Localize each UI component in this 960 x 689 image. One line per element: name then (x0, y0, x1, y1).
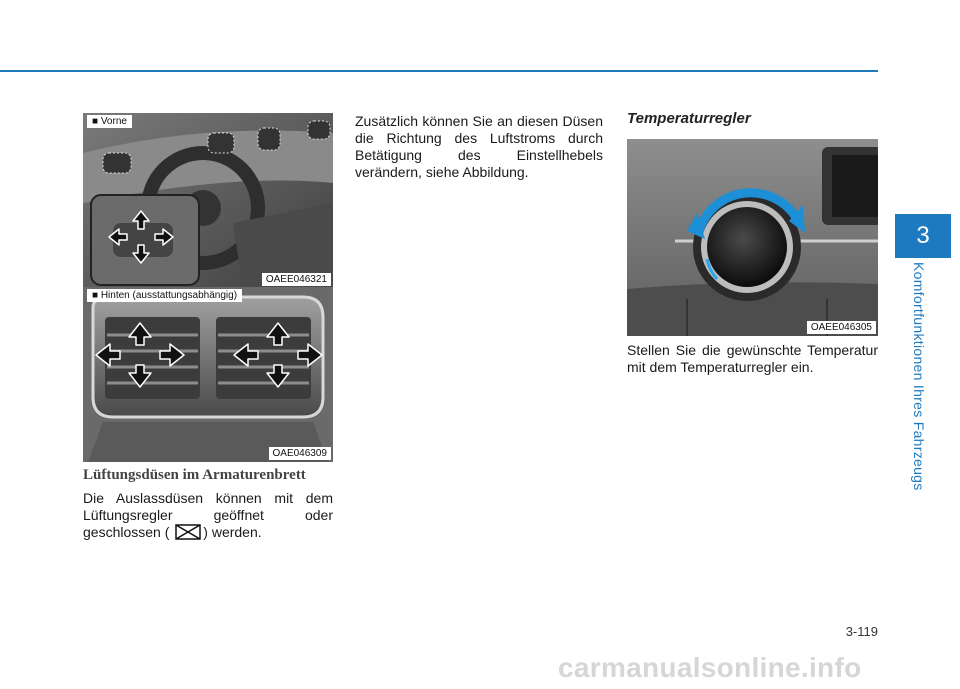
figure-temperature-knob (627, 139, 878, 336)
paragraph-vent-close-start: Die Auslassdüsen können mit dem Lüftungsregler geöffnet oder geschlossen ( (83, 490, 333, 540)
section-heading-dashboard-vents: Lüftungsdüsen im Armaturenbrett (83, 467, 306, 483)
paragraph-airflow-direction: Zusätzlich können Sie an diesen Düsen die Richtung des Luftstroms durch Betätigung des Einstellhebels verändern, siehe Abbildung. (355, 113, 603, 180)
figure-code-front: OAEE046321 (262, 273, 331, 286)
figure-code-temp: OAEE046305 (807, 321, 876, 334)
temperature-knob-illustration (627, 139, 878, 336)
figure-label-rear: ■ Hinten (ausstattungsabhängig) (87, 289, 242, 302)
vent-closed-icon (175, 524, 201, 540)
chapter-title: Komfortfunktionen Ihres Fahrzeugs (911, 262, 927, 491)
rear-vents-illustration (83, 287, 333, 462)
chapter-tab (895, 214, 951, 258)
paragraph-set-temperature: Stellen Sie die gewünschte Temperatur mit dem Temperaturregler ein. (627, 342, 878, 375)
figure-label-front: ■ Vorne (87, 115, 132, 128)
paragraph-vent-close (83, 490, 333, 541)
front-vents-illustration (83, 113, 333, 288)
top-rule (0, 70, 878, 72)
footer-watermark: carmanualsonline.info (558, 652, 862, 683)
chapter-number: 3 (916, 222, 930, 249)
figure-rear-vents (83, 287, 333, 462)
page-number: 3-119 (845, 624, 878, 639)
figure-front-vents (83, 113, 333, 288)
paragraph-vent-close-end: ) werden. (203, 524, 262, 540)
figure-code-rear: OAE046309 (269, 447, 332, 460)
section-heading-temperature: Temperaturregler (627, 110, 751, 127)
